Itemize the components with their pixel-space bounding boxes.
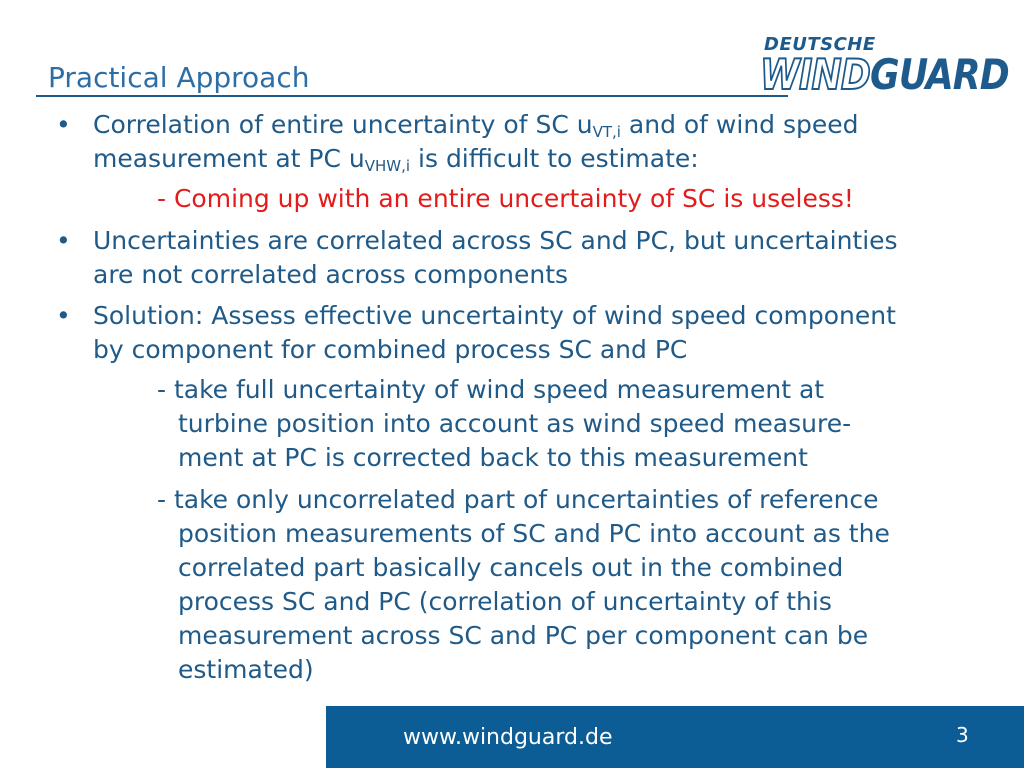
sub-item-line: ment at PC is corrected back to this measurement [178, 443, 808, 472]
bullet-line [93, 108, 859, 142]
highlight-note: - Coming up with an entire uncertainty of SC is useless! [157, 184, 854, 213]
footer-bar [326, 706, 1024, 768]
sub-item-line: - take full uncertainty of wind speed measurement at [157, 375, 825, 404]
sub-item-line: correlated part basically cancels out in the combined [178, 553, 844, 582]
page-number: 3 [956, 723, 969, 747]
subscript: VT,i [592, 123, 621, 141]
text-run: are not correlated across components [93, 260, 569, 289]
sub-item-line: estimated) [178, 655, 314, 684]
bullet-marker: • [56, 301, 71, 330]
bullet-line [93, 258, 568, 292]
sub-item-line: position measurements of SC and PC into account as the [178, 519, 890, 548]
logo-guard-text: GUARD [870, 50, 1009, 99]
text-run: is difficult to estimate: [410, 144, 699, 173]
sub-item-line: measurement across SC and PC per component can be [178, 621, 869, 650]
bullet-line [93, 224, 898, 258]
bullet-line [93, 142, 699, 176]
slide-title: Practical Approach [48, 61, 310, 94]
subscript: VHW,i [364, 157, 411, 175]
sub-item-line: turbine position into account as wind speed measure- [178, 409, 852, 438]
logo-top-text: DEUTSCHE [764, 34, 876, 55]
footer-url[interactable]: www.windguard.de [403, 725, 613, 750]
text-run: by component for combined process SC and PC [93, 335, 688, 364]
text-run: Correlation of entire uncertainty of SC u [93, 110, 593, 139]
sub-item-line: process SC and PC (correlation of uncertainty of this [178, 587, 832, 616]
logo-wind-text: WIND [760, 50, 871, 99]
sub-item-line: - take only uncorrelated part of uncertainties of reference [157, 485, 879, 514]
bullet-marker: • [56, 110, 71, 139]
bullet-line [93, 333, 687, 367]
text-run: measurement at PC u [93, 144, 365, 173]
text-run: Uncertainties are correlated across SC and PC, but uncertainties [93, 226, 898, 255]
text-run: and of wind speed [620, 110, 859, 139]
bullet-marker: • [56, 226, 71, 255]
text-run: Solution: Assess effective uncertainty of wind speed component [93, 301, 896, 330]
bullet-line [93, 299, 896, 333]
